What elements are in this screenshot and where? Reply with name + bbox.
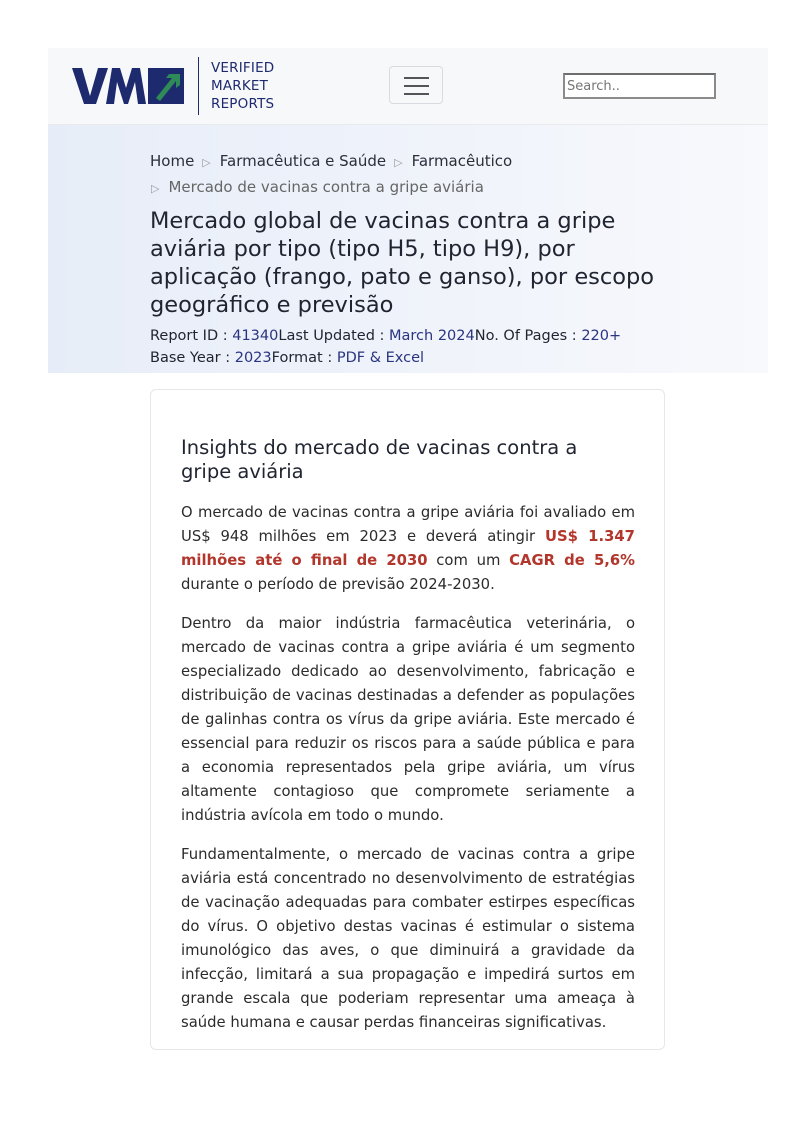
base-year: 2023 bbox=[234, 350, 272, 366]
format-label: Format : bbox=[271, 350, 337, 366]
report-hero bbox=[48, 125, 768, 373]
site-logo[interactable] bbox=[72, 58, 274, 114]
breadcrumb-home[interactable]: Home bbox=[150, 152, 195, 170]
insights-paragraph-2: Dentro da maior indústria farmacêutica veterinária, o mercado de vacinas contra a gripe aviária é um segmento especializado dedicado ao desenvolvimento, fabricação e distribuição de vacinas destinadas a defender as populações de galinhas contra os vírus da gripe aviária. Este mercado é essencial para reduzir os riscos para a saúde pública e para a economia representados pela gripe aviária, um vírus altamente contagioso que compromete seriamente a indústria avícola em todo o mundo. bbox=[181, 615, 635, 824]
breadcrumb-current: Mercado de vacinas contra a gripe aviária bbox=[168, 178, 484, 196]
logo-wordmark bbox=[211, 59, 274, 113]
search-input[interactable] bbox=[563, 73, 716, 99]
logo-line: REPORTS bbox=[211, 96, 275, 112]
meta-line-2 bbox=[150, 347, 650, 369]
last-updated: March 2024 bbox=[389, 328, 475, 344]
meta-line-1 bbox=[150, 325, 650, 347]
report-id-label: Report ID : bbox=[150, 328, 233, 344]
breadcrumb-pharma[interactable]: Farmacêutico bbox=[411, 152, 513, 170]
insights-paragraph-3: Fundamentalmente, o mercado de vacinas contra a gripe aviária está concentrado no desenvolvimento de estratégias de vacinação adequadas para combater estirpes específicas do vírus. O objetivo destas vacinas é estimular o sistema imunológico das aves, o que diminuirá a gravidade da infecção, limitará a sua propagação e impedirá surtos em grande escala que poderiam representar uma ameaça à saúde humana e causar perdas financeiras significativas. bbox=[181, 846, 635, 1031]
menu-toggle-button[interactable] bbox=[389, 66, 443, 104]
p1-text: durante o período de previsão 2024-2030. bbox=[181, 576, 495, 593]
report-format: PDF & Excel bbox=[336, 350, 425, 366]
insights-paragraph-1 bbox=[181, 501, 635, 597]
hamburger-icon bbox=[404, 77, 429, 79]
chevron-right-icon: ▷ bbox=[151, 182, 160, 195]
breadcrumb bbox=[150, 149, 570, 201]
chevron-right-icon: ▷ bbox=[394, 156, 403, 169]
p1-text: com um bbox=[427, 552, 510, 569]
market-forecast-highlight: US$ 1.347 milhões até o final de 2030 bbox=[181, 528, 635, 569]
insights-card bbox=[150, 389, 665, 1050]
site-header bbox=[48, 48, 768, 125]
p1-text: O mercado de vacinas contra a gripe aviária foi avaliado em US$ 948 milhões em 2023 e deverá atingir bbox=[181, 504, 635, 545]
breadcrumb-pharma-health[interactable]: Farmacêutica e Saúde bbox=[219, 152, 387, 170]
vmr-logo-icon bbox=[72, 66, 184, 106]
hamburger-icon bbox=[404, 85, 429, 87]
logo-line: VERIFIED bbox=[211, 60, 275, 76]
insights-heading: Insights do mercado de vacinas contra a gripe aviária bbox=[181, 436, 578, 483]
report-id: 41340 bbox=[232, 328, 279, 344]
cagr-highlight: CAGR de 5,6% bbox=[509, 552, 635, 569]
chevron-right-icon: ▷ bbox=[202, 156, 211, 169]
page-count: 220+ bbox=[581, 328, 622, 344]
page-title: Mercado global de vacinas contra a gripe aviária por tipo (tipo H5, tipo H9), por aplicação (frango, pato e ganso), por escopo geográfico e previsão bbox=[150, 208, 655, 318]
base-year-label: Base Year : bbox=[150, 350, 235, 366]
logo-line: MARKET bbox=[211, 78, 269, 94]
hamburger-icon bbox=[404, 93, 429, 95]
last-updated-label: Last Updated : bbox=[278, 328, 390, 344]
logo-divider bbox=[198, 57, 199, 115]
pages-label: No. Of Pages : bbox=[474, 328, 582, 344]
report-meta bbox=[150, 325, 650, 369]
